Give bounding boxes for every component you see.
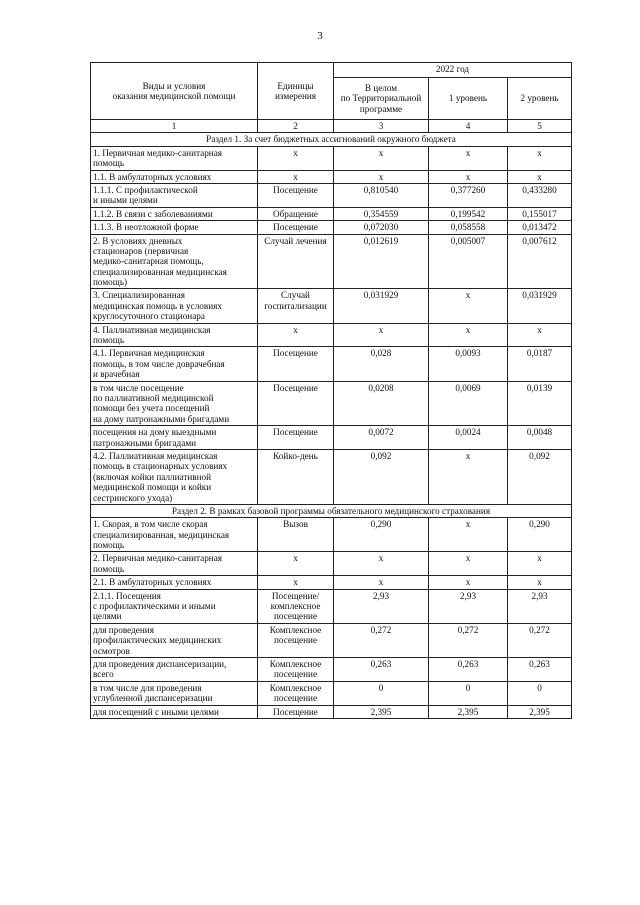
total-value-cell: 0,810540 xyxy=(334,183,429,207)
total-value-cell: х xyxy=(334,170,429,183)
care-type-line: в том числе посещение xyxy=(93,382,184,393)
care-type-line: 1. Скорая, в том числе скорая xyxy=(93,519,208,530)
care-type-line: помощь xyxy=(93,540,125,551)
unit-cell xyxy=(258,589,334,623)
care-type-cell xyxy=(91,623,258,657)
care-type-cell xyxy=(91,552,258,576)
unit-line: Посещение xyxy=(273,222,318,233)
unit-cell xyxy=(258,207,334,220)
care-type-line: помощь в стационарных условиях xyxy=(93,461,228,472)
unit-cell xyxy=(258,681,334,705)
unit-line: Посещение xyxy=(273,706,318,717)
unit-line: Посещение/ xyxy=(271,590,320,601)
table-row xyxy=(91,221,572,234)
unit-line: х xyxy=(293,553,298,564)
unit-line: госпитализации xyxy=(264,300,327,311)
unit-cell xyxy=(258,449,334,504)
level1-value-cell: х xyxy=(429,170,508,183)
level2-value-cell: 2,395 xyxy=(508,705,572,718)
level1-value-cell: х xyxy=(429,289,508,323)
care-type-cell xyxy=(91,381,258,426)
table-row xyxy=(91,705,572,718)
table-row xyxy=(91,183,572,207)
unit-cell xyxy=(258,705,334,718)
unit-line: Обращение xyxy=(272,208,319,219)
care-type-cell xyxy=(91,323,258,347)
unit-cell xyxy=(258,170,334,183)
unit-cell xyxy=(258,518,334,552)
care-type-line: специализированная медицинская xyxy=(93,266,227,277)
total-value-cell: 0,354559 xyxy=(334,207,429,220)
care-type-cell xyxy=(91,207,258,220)
care-type-line: 2. Первичная медико-санитарная xyxy=(93,553,223,564)
care-type-line: 4.2. Паллиативная медицинская xyxy=(93,450,218,461)
section-title: Раздел 1. За счет бюджетных ассигнований окружного бюджета xyxy=(91,133,572,146)
total-value-cell: 2,395 xyxy=(334,705,429,718)
care-type-cell xyxy=(91,234,258,289)
unit-line: Комплексное xyxy=(269,658,322,669)
care-type-line: профилактических медицинских xyxy=(93,635,222,646)
total-value-cell: 0,0072 xyxy=(334,426,429,450)
unit-line: Вызов xyxy=(283,519,308,530)
total-value-cell: 0,028 xyxy=(334,347,429,381)
table-row xyxy=(91,657,572,681)
level2-value-cell: х xyxy=(508,146,572,170)
level1-value-cell: 0,0069 xyxy=(429,381,508,426)
level2-value-cell: 0,0139 xyxy=(508,381,572,426)
level2-value-cell: х xyxy=(508,552,572,576)
level1-value-cell: х xyxy=(429,518,508,552)
total-value-cell: х xyxy=(334,323,429,347)
total-value-cell: 0 xyxy=(334,681,429,705)
level2-value-cell: 0,013472 xyxy=(508,221,572,234)
total-value-cell: 2,93 xyxy=(334,589,429,623)
care-type-cell xyxy=(91,170,258,183)
care-type-line: с профилактическими и иными xyxy=(93,601,216,612)
level2-value-cell: 0,007612 xyxy=(508,234,572,289)
unit-line: посещение xyxy=(273,669,318,680)
care-type-line: осмотров xyxy=(93,645,130,656)
care-type-line: углубленной диспансеризации xyxy=(93,693,213,704)
unit-cell xyxy=(258,234,334,289)
total-value-cell: 0,031929 xyxy=(334,289,429,323)
care-type-cell xyxy=(91,518,258,552)
care-type-line: 2.1.1. Посещения xyxy=(93,590,161,601)
care-type-line: круглосуточного стационара xyxy=(93,311,205,322)
level1-value-cell: х xyxy=(429,552,508,576)
care-type-line: 4. Паллиативная медицинская xyxy=(93,324,211,335)
section-row xyxy=(91,133,572,146)
level2-value-cell: 0,0187 xyxy=(508,347,572,381)
level1-value-cell: 2,395 xyxy=(429,705,508,718)
level2-value-cell: 0,272 xyxy=(508,623,572,657)
level2-value-cell: 0,031929 xyxy=(508,289,572,323)
table-row xyxy=(91,381,572,426)
care-type-line: для проведения xyxy=(93,624,154,635)
medical-care-volume-table xyxy=(90,62,572,719)
table-row xyxy=(91,518,572,552)
table-row xyxy=(91,146,572,170)
care-type-line: в том числе для проведения xyxy=(93,682,202,693)
care-type-line: помощь) xyxy=(93,277,128,288)
level1-value-cell: 0 xyxy=(429,681,508,705)
care-type-line: всего xyxy=(93,669,114,680)
total-value-cell: 0,263 xyxy=(334,657,429,681)
care-type-line: 1.1.1. С профилактической xyxy=(93,184,198,195)
unit-cell xyxy=(258,289,334,323)
column-number: 1 xyxy=(91,120,258,133)
care-type-cell xyxy=(91,289,258,323)
care-type-line: 1. Первичная медико-санитарная xyxy=(93,147,223,158)
level2-value-cell: 2,93 xyxy=(508,589,572,623)
level1-value-cell: 0,058558 xyxy=(429,221,508,234)
unit-line: Случай xyxy=(281,290,310,301)
care-type-line: по паллиативной медицинской xyxy=(93,392,214,403)
table-row xyxy=(91,623,572,657)
care-type-line: на дому патронажными бригадами xyxy=(93,413,230,424)
care-type-line: 3. Специализированная xyxy=(93,290,185,301)
header-level1: 1 уровень xyxy=(429,78,508,120)
section-title: Раздел 2. В рамках базовой программы обязательного медицинского страхования xyxy=(91,504,572,517)
total-value-cell: 0,012619 xyxy=(334,234,429,289)
total-value-cell: 0,072030 xyxy=(334,221,429,234)
care-type-line: помощи без учета посещений xyxy=(93,403,210,414)
section-row xyxy=(91,504,572,517)
table-row xyxy=(91,289,572,323)
care-type-cell xyxy=(91,576,258,589)
care-type-cell xyxy=(91,657,258,681)
unit-cell xyxy=(258,347,334,381)
care-type-line: (включая койки паллиативной xyxy=(93,471,212,482)
level2-value-cell: 0,290 xyxy=(508,518,572,552)
unit-cell xyxy=(258,146,334,170)
total-value-cell: х xyxy=(334,552,429,576)
level1-value-cell: 0,0093 xyxy=(429,347,508,381)
level1-value-cell: 0,199542 xyxy=(429,207,508,220)
care-type-cell xyxy=(91,449,258,504)
unit-line: комплексное xyxy=(270,601,321,612)
total-value-cell: 0,272 xyxy=(334,623,429,657)
care-type-cell xyxy=(91,347,258,381)
header-year: 2022 год xyxy=(334,63,572,78)
care-type-cell xyxy=(91,705,258,718)
level1-value-cell: 0,263 xyxy=(429,657,508,681)
care-type-line: для посещений с иными целями xyxy=(93,706,219,717)
unit-cell xyxy=(258,552,334,576)
unit-cell xyxy=(258,623,334,657)
care-type-line: 1.1.3. В неотложной форме xyxy=(93,222,199,233)
level1-value-cell: х xyxy=(429,323,508,347)
unit-line: Комплексное xyxy=(269,624,322,635)
unit-line: Посещение xyxy=(273,427,318,438)
total-value-cell: 0,0208 xyxy=(334,381,429,426)
header-level2: 2 уровень xyxy=(508,78,572,120)
table-row xyxy=(91,449,572,504)
unit-line: х xyxy=(293,147,298,158)
care-type-line: патронажными бригадами xyxy=(93,437,197,448)
unit-line: посещение xyxy=(273,693,318,704)
unit-cell xyxy=(258,183,334,207)
unit-line: Случай лечения xyxy=(264,235,327,246)
level1-value-cell: 0,005007 xyxy=(429,234,508,289)
column-number: 2 xyxy=(258,120,334,133)
care-type-line: медицинская помощь в условиях xyxy=(93,300,222,311)
care-type-line: 1.1. В амбулаторных условиях xyxy=(93,171,212,182)
page-number: 3 xyxy=(317,30,323,42)
unit-cell xyxy=(258,323,334,347)
care-type-line: помощь xyxy=(93,563,125,574)
unit-line: посещение xyxy=(273,635,318,646)
table-row xyxy=(91,681,572,705)
level1-value-cell: х xyxy=(429,146,508,170)
header-units: Единицы измерения xyxy=(258,63,334,120)
level2-value-cell: 0 xyxy=(508,681,572,705)
level2-value-cell: 0,0048 xyxy=(508,426,572,450)
care-type-line: 1.1.2. В связи с заболеваниями xyxy=(93,208,213,219)
care-type-line: помощь, в том числе доврачебная xyxy=(93,358,225,369)
level2-value-cell: х xyxy=(508,576,572,589)
header-total: В целом по Территориальной программе xyxy=(334,78,429,120)
care-type-line: медико-санитарная помощь, xyxy=(93,256,204,267)
care-type-cell xyxy=(91,681,258,705)
care-type-cell xyxy=(91,146,258,170)
unit-line: Посещение xyxy=(273,348,318,359)
level2-value-cell: 0,092 xyxy=(508,449,572,504)
level1-value-cell: 0,272 xyxy=(429,623,508,657)
unit-cell xyxy=(258,576,334,589)
care-type-line: медицинской помощи и койки xyxy=(93,482,212,493)
table-row xyxy=(91,576,572,589)
column-number-row xyxy=(91,120,572,133)
level1-value-cell: 0,0024 xyxy=(429,426,508,450)
table-row xyxy=(91,589,572,623)
table-row xyxy=(91,323,572,347)
column-number: 4 xyxy=(429,120,508,133)
unit-cell xyxy=(258,426,334,450)
total-value-cell: 0,290 xyxy=(334,518,429,552)
care-type-line: 2.1. В амбулаторных условиях xyxy=(93,577,212,588)
unit-line: х xyxy=(293,577,298,588)
level2-value-cell: х xyxy=(508,170,572,183)
care-type-line: сестринского ухода) xyxy=(93,492,173,503)
level1-value-cell: х xyxy=(429,449,508,504)
level2-value-cell: 0,263 xyxy=(508,657,572,681)
unit-line: Посещение xyxy=(273,184,318,195)
care-type-cell xyxy=(91,426,258,450)
care-type-cell xyxy=(91,183,258,207)
column-number: 3 xyxy=(334,120,429,133)
table-row xyxy=(91,207,572,220)
unit-line: х xyxy=(293,171,298,182)
unit-cell xyxy=(258,221,334,234)
level2-value-cell: х xyxy=(508,323,572,347)
unit-line: посещение xyxy=(273,611,318,622)
care-type-line: помощь xyxy=(93,158,125,169)
table-row xyxy=(91,347,572,381)
care-type-cell xyxy=(91,221,258,234)
care-type-line: 2. В условиях дневных xyxy=(93,235,183,246)
care-type-line: и врачебная xyxy=(93,369,140,380)
total-value-cell: х xyxy=(334,146,429,170)
care-type-line: специализированная, медицинская xyxy=(93,529,230,540)
unit-cell xyxy=(258,381,334,426)
care-type-line: посещения на дому выездными xyxy=(93,427,217,438)
care-type-cell xyxy=(91,589,258,623)
care-type-line: стационаров (первичная xyxy=(93,245,189,256)
level2-value-cell: 0,155017 xyxy=(508,207,572,220)
unit-line: Койко-день xyxy=(273,450,318,461)
header-types: Виды и условия оказания медицинской помощи xyxy=(91,63,258,120)
table-row xyxy=(91,234,572,289)
total-value-cell: х xyxy=(334,576,429,589)
table-row xyxy=(91,426,572,450)
level1-value-cell: 2,93 xyxy=(429,589,508,623)
level1-value-cell: х xyxy=(429,576,508,589)
care-type-line: 4.1. Первичная медицинская xyxy=(93,348,205,359)
total-value-cell: 0,092 xyxy=(334,449,429,504)
table-row xyxy=(91,170,572,183)
unit-line: Комплексное xyxy=(269,682,322,693)
unit-line: х xyxy=(293,324,298,335)
column-number: 5 xyxy=(508,120,572,133)
unit-cell xyxy=(258,657,334,681)
care-type-line: помощь xyxy=(93,335,125,346)
table-row xyxy=(91,552,572,576)
care-type-line: и иными целями xyxy=(93,195,158,206)
care-type-line: для проведения диспансеризации, xyxy=(93,658,227,669)
level1-value-cell: 0,377260 xyxy=(429,183,508,207)
unit-line: Посещение xyxy=(273,382,318,393)
level2-value-cell: 0,433280 xyxy=(508,183,572,207)
care-type-line: целями xyxy=(93,611,122,622)
